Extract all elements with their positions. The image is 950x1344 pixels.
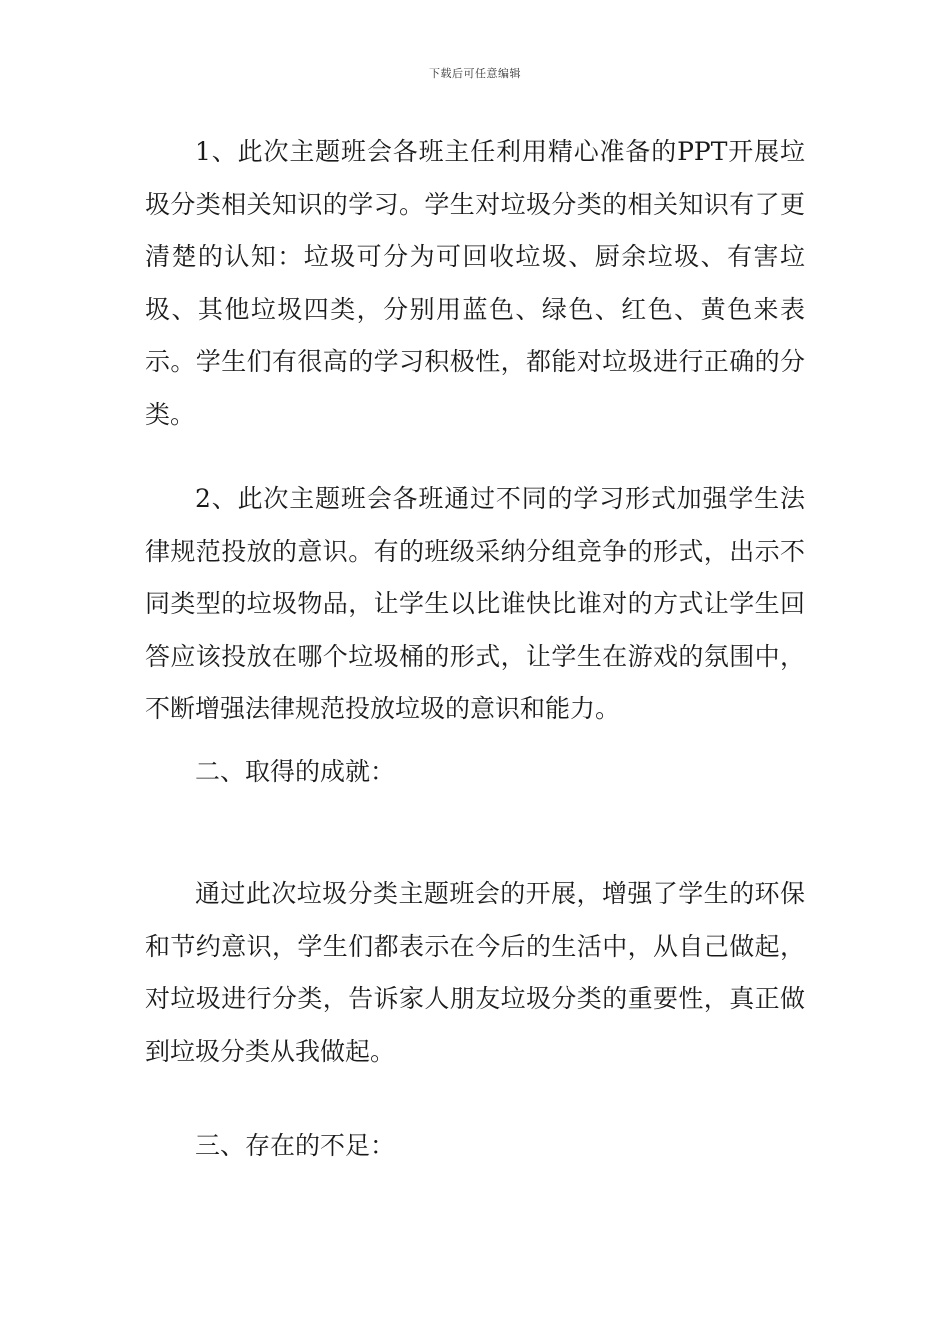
paragraph-1: 1、此次主题班会各班主任利用精心准备的PPT开展垃圾分类相关知识的学习。学生对垃圾分类的相关知识有了更清楚的认知：垃圾可分为可回收垃圾、厨余垃圾、有害垃圾、其他垃圾四类，分别用蓝色、绿色、红色、黄色来表示。学生们有很高的学习积极性，都能对垃圾进行正确的分类。: [145, 137, 805, 429]
header-note: 下载后可任意编辑: [429, 67, 521, 80]
paragraph-3: 通过此次垃圾分类主题班会的开展，增强了学生的环保和节约意识，学生们都表示在今后的生活中，从自己做起，对垃圾进行分类，告诉家人朋友垃圾分类的重要性，真正做到垃圾分类从我做起。: [145, 879, 805, 1066]
paragraph-2: 2、此次主题班会各班通过不同的学习形式加强学生法律规范投放的意识。有的班级采纳分组竞争的形式，出示不同类型的垃圾物品，让学生以比谁快比谁对的方式让学生回答应该投放在哪个垃圾桶的形式，让学生在游戏的氛围中，不断增强法律规范投放垃圾的意识和能力。: [145, 484, 805, 723]
section-heading-achievements: 二、取得的成就：: [195, 757, 396, 786]
section-heading-shortcomings: 三、存在的不足：: [195, 1131, 396, 1160]
